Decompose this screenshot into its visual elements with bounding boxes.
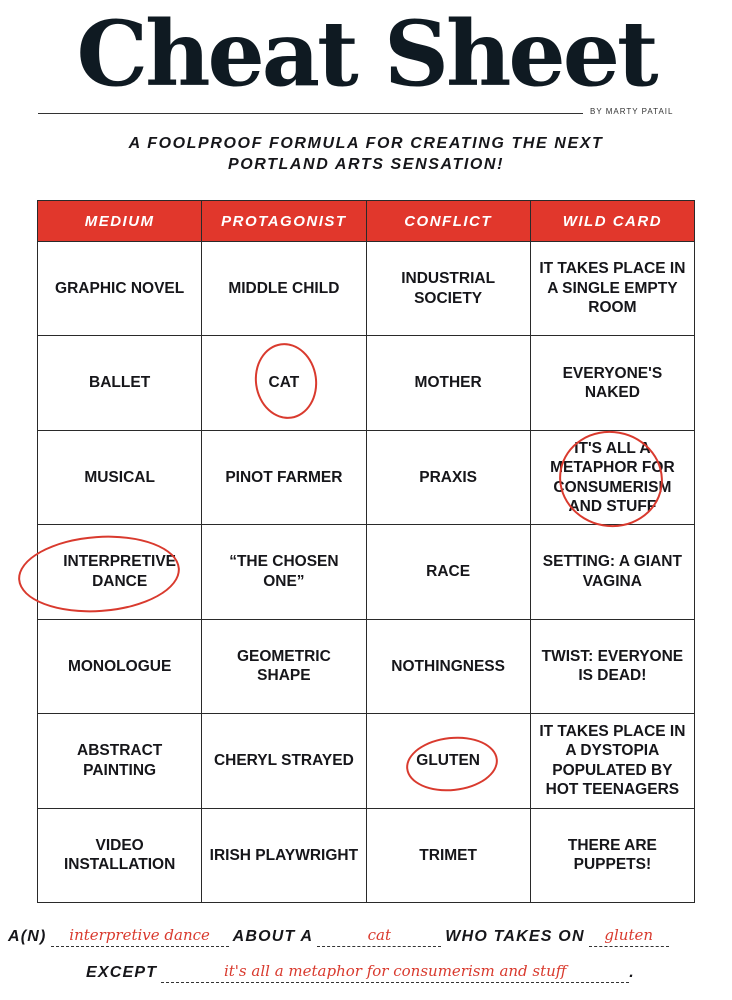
table-cell: IRISH PLAYWRIGHT — [202, 808, 366, 902]
table-cell: MONOLOGUE — [38, 619, 202, 713]
table-cell: SETTING: A GIANT VAGINA — [530, 525, 694, 619]
circled-cell-text — [416, 751, 480, 771]
wildcard-blank[interactable] — [161, 964, 629, 983]
table-cell: GRAPHIC NOVEL — [38, 242, 202, 336]
table-cell — [202, 336, 366, 430]
subtitle-line-2: PORTLAND ARTS SENSATION! — [227, 156, 505, 173]
table-cell: BALLET — [38, 336, 202, 430]
byline: BY MARTY PATAIL — [590, 107, 674, 116]
table-cell: RACE — [366, 525, 530, 619]
table-row — [38, 430, 695, 524]
subtitle — [0, 133, 732, 175]
header-row — [38, 201, 695, 242]
table-cell: CHERYL STRAYED — [202, 714, 366, 808]
table-row — [38, 808, 695, 902]
circled-cell-text — [44, 552, 195, 591]
table-row — [38, 336, 695, 430]
page-title: Cheat Sheet — [76, 1, 656, 107]
cell-text: INTERPRETIVE DANCE — [63, 553, 177, 590]
table-cell: PRAXIS — [366, 430, 530, 524]
header-wild-card: WILD CARD — [530, 201, 694, 242]
conflict-blank[interactable] — [589, 928, 669, 947]
table-cell: IT TAKES PLACE IN A SINGLE EMPTY ROOM — [530, 242, 694, 336]
table-cell: TRIMET — [366, 808, 530, 902]
header-conflict: CONFLICT — [366, 201, 530, 242]
wildcard-fill: it's all a metaphor for consumerism and stuff — [223, 962, 567, 980]
table-cell — [38, 525, 202, 619]
table-cell: THERE ARE PUPPETS! — [530, 808, 694, 902]
table-cell: MOTHER — [366, 336, 530, 430]
table-cell: TWIST: EVERYONE IS DEAD! — [530, 619, 694, 713]
cell-text: CAT — [268, 374, 300, 392]
madlib-except: EXCEPT — [86, 964, 158, 981]
madlib-about: ABOUT A — [232, 928, 314, 945]
protagonist-fill: cat — [367, 926, 391, 944]
subtitle-line-1: A FOOLPROOF FORMULA FOR CREATING THE NEXT — [128, 135, 604, 152]
table-cell: “THE CHOSEN ONE” — [202, 525, 366, 619]
table-cell: MUSICAL — [38, 430, 202, 524]
cell-text: IT'S ALL A METAPHOR FOR CONSUMERISM AND STUFF — [550, 439, 675, 516]
medium-blank[interactable] — [51, 928, 229, 947]
table-row — [38, 714, 695, 808]
title-rule — [38, 113, 583, 114]
table-cell: ABSTRACT PAINTING — [38, 714, 202, 808]
table-cell: INDUSTRIAL SOCIETY — [366, 242, 530, 336]
madlib-line-1 — [0, 928, 732, 947]
madlib-prefix: A(N) — [8, 928, 47, 945]
bingo-table — [37, 200, 695, 903]
header-protagonist: PROTAGONIST — [202, 201, 366, 242]
circled-cell-text — [537, 439, 688, 517]
table-cell: NOTHINGNESS — [366, 619, 530, 713]
table-cell: GEOMETRIC SHAPE — [202, 619, 366, 713]
table-row — [38, 242, 695, 336]
circled-cell-text — [269, 373, 300, 393]
cell-text: GLUTEN — [416, 752, 480, 770]
header-medium: MEDIUM — [38, 201, 202, 242]
table-cell — [366, 714, 530, 808]
table-cell: MIDDLE CHILD — [202, 242, 366, 336]
table-row — [38, 525, 695, 619]
table-row — [38, 619, 695, 713]
protagonist-blank[interactable] — [317, 928, 441, 947]
table-cell — [530, 430, 694, 524]
table-cell: VIDEO INSTALLATION — [38, 808, 202, 902]
medium-fill: interpretive dance — [69, 926, 210, 944]
madlib-who-takes-on: WHO TAKES ON — [445, 928, 585, 945]
table-cell: IT TAKES PLACE IN A DYSTOPIA POPULATED BY HOT TEENAGERS — [530, 714, 694, 808]
conflict-fill: gluten — [604, 926, 654, 944]
table-cell: PINOT FARMER — [202, 430, 366, 524]
madlib-line-2 — [0, 964, 732, 983]
table-cell: EVERYONE'S NAKED — [530, 336, 694, 430]
madlib-end: . — [629, 964, 635, 981]
